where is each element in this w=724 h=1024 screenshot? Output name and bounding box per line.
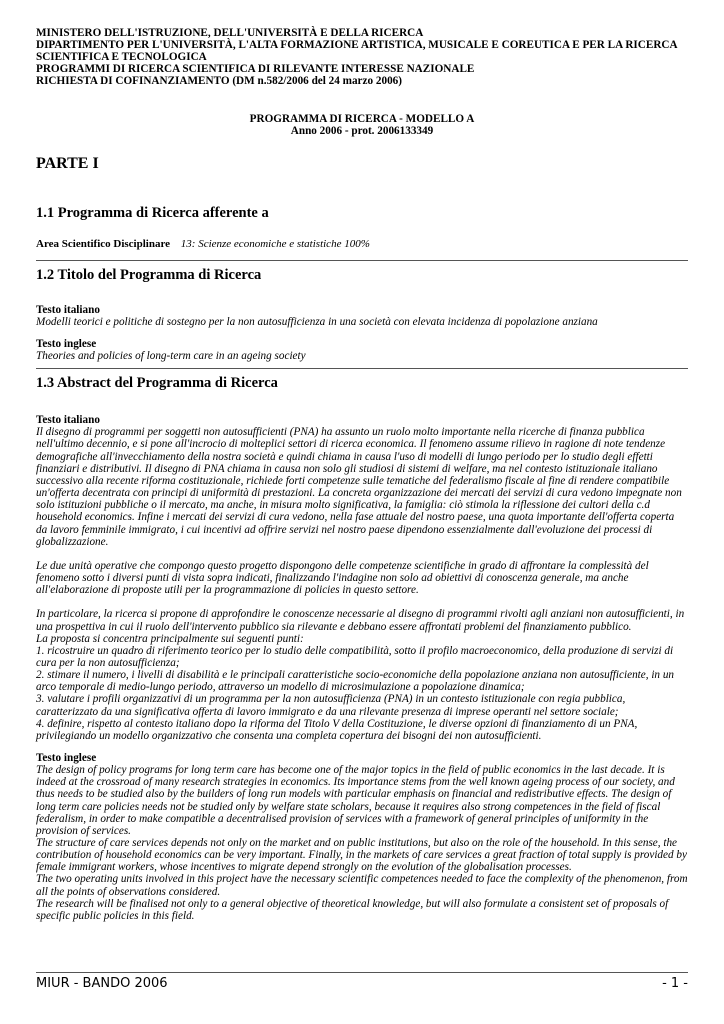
abstract-english — [36, 752, 688, 922]
abstract-it-list-item: 4. definire, rispetto al contesto italiano dopo la riforma del Titolo V della Costituzione, le diverse opzioni di finanziamento di un PNA, privilegiando un modello organizzativo che consenta una completa copertura dei bisogni dei non autosufficienti. — [36, 717, 638, 742]
abstract-it-paragraph: La proposta si concentra principalmente sui seguenti punti: — [36, 632, 304, 645]
abstract-it-paragraph: In particolare, la ricerca si propone di approfondire le conoscenze necessarie al disegno di programmi rivolti agli anziani non autosufficienti, in una prospettiva in cui il ruolo dell'intervento pubblico sia rilevante e debbano essere affrontati problemi del finanziamento pubblico. — [36, 608, 685, 633]
page-footer — [36, 972, 688, 991]
header-programs: PROGRAMMI DI RICERCA SCIENTIFICA DI RILEVANTE INTERESSE NAZIONALE — [36, 63, 475, 75]
section-1-2-title: 1.2 Titolo del Programma di Ricerca — [36, 267, 262, 283]
divider — [36, 260, 688, 261]
abstract-it-paragraph: Il disegno di programmi per soggetti non autosufficienti (PNA) ha assunto un ruolo molto importante nella ricerche di finanza pubblica nell'ultimo decennio, e si pone all'incrocio di molteplici settori di ricerca economica. Il fenomeno assume rilievo in ragione di note tendenze demografiche all'invecchiamento della nostra società e quindi chiama in causa l'uso di modelli di lungo periodo per lo studio degli effetti finanziari e distributivi. Il disegno di PNA chiama in causa non solo gli studiosi di sistemi di welfare, ma nel contesto istituzionale italiano successivo alla recente riforma costituzionale, richiede forti competenze sulle tematiche del federalismo fiscale al fine di rendere compatibile un'offerta decentrata con principi di uniformità di prestazioni. La concreta organizzazione dei mercati dei servizi di cura vedono impegnate non solo istituzioni pubbliche o il mercato, ma anche, in misura molto significativa, la famiglia: ciò stimola la riflessione dei cultori della c.d household economics. Infine i mercati dei servizi di cura vedono, nella fase attuale del nostro paese, una quota importante dell'offerta coperta da lavoro femminile immigrato, i cui incentivi ad offrire servizi nel nostro paese dipendono essenzialmente dall'evoluzione dei processi di globalizzazione. — [36, 426, 682, 548]
area-value: 13: Scienze economiche e statistiche 100% — [180, 238, 370, 250]
title-english — [36, 338, 688, 362]
abstract-english-label: Testo inglese — [36, 752, 97, 765]
abstract-en-paragraph: The research will be finalised not only to a general objective of theoretical knowledge, but will also formulate a consistent set of proposals of specific public policies in this field. — [36, 897, 669, 922]
title-italian-text: Modelli teorici e politiche di sostegno per la non autosufficienza in una società con elevata incidenza di popolazione anziana — [36, 316, 598, 328]
divider — [36, 368, 688, 369]
abstract-it-list-item: 3. valutare i profili organizzativi di un programma per la non autosufficienza (PNA) in un contesto istituzionale con regia pubblica, caratterizzato da una significativa offerta di lavoro immigrato e da una rilevante presenza di imprese operanti nel settore sociale; — [36, 693, 626, 718]
title-english-label: Testo inglese — [36, 338, 97, 351]
part-title: PARTE I — [36, 155, 99, 172]
title-english-text: Theories and policies of long-term care in an ageing society — [36, 350, 306, 363]
abstract-italian-label: Testo italiano — [36, 414, 100, 427]
area-row — [36, 238, 688, 250]
abstract-en-paragraph: The structure of care services depends not only on the market and on public institutions, but also on the role of the household. In this sense, the contribution of household economics can be very important. Finally, in the markets of care services a great fraction of total supply is provided by female immigrant workers, whose incentives to migrate depend strongly on the evolution of the globalisation processes. — [36, 837, 687, 874]
document-page — [36, 27, 688, 922]
title-italian-label: Testo italiano — [36, 304, 100, 316]
program-heading — [36, 113, 688, 137]
area-label: Area Scientifico Disciplinare — [36, 238, 171, 250]
program-year-protocol: Anno 2006 - prot. 2006133349 — [290, 125, 434, 137]
section-1-3-title: 1.3 Abstract del Programma di Ricerca — [36, 375, 278, 392]
abstract-it-paragraph: Le due unità operative che compongo questo progetto dispongono delle competenze scientifiche in grado di affrontare la complessità del fenomeno sotto i diversi punti di vista sopra indicati, finalizzando l'indagine non solo ad obiettivi di conoscenza generale, ma anche all'elaborazione di proposte utili per la programmazione di policies in questo settore. — [36, 559, 649, 597]
header-block — [36, 27, 688, 87]
footer-label: MIUR - BANDO 2006 — [36, 976, 168, 991]
abstract-en-paragraph: The design of policy programs for long term care has become one of the major topics in the field of public economics in the last decade. It is indeed at the crossroad of many research strategies in economics. Its importance stems from the well known ageing process of our society, and thus needs to be studied also by the builders of long run models with particular emphasis on financial and redistributive effects. The design of long term care policies needs not be studied only by welfare state scholars, because it requires also strong competences in the field of fiscal federalism, in order to make compatible a decentralised provision of services with a framework of general principles of uniformity in the provision of services. — [36, 764, 675, 837]
title-italian — [36, 304, 688, 328]
abstract-en-paragraph: The two operating units involved in this project have the necessary scientific competences needed to face the complexity of the phenomenon, from all the points of observations considered. — [36, 873, 688, 898]
header-request: RICHIESTA DI COFINANZIAMENTO (DM n.582/2006 del 24 marzo 2006) — [36, 75, 402, 87]
abstract-it-list-item: 1. ricostruire un quadro di riferimento teorico per lo studio delle compatibilità, sotto il profilo macroeconomico, della produzione di servizi di cura per la non autosufficienza; — [36, 644, 674, 669]
abstract-italian — [36, 414, 688, 742]
header-ministry: MINISTERO DELL'ISTRUZIONE, DELL'UNIVERSITÀ E DELLA RICERCA — [36, 27, 424, 39]
header-department: DIPARTIMENTO PER L'UNIVERSITÀ, L'ALTA FORMAZIONE ARTISTICA, MUSICALE E COREUTICA E PER LA RICERCA SCIENTIFICA E TECNOLOGICA — [36, 39, 677, 63]
section-1-1-title: 1.1 Programma di Ricerca afferente a — [36, 205, 269, 221]
program-model: PROGRAMMA DI RICERCA - MODELLO A — [249, 113, 475, 125]
abstract-it-list-item: 2. stimare il numero, i livelli di disabilità e le principali caratteristiche socio-economiche della popolazione anziana non autosufficiente, in un arco temporale di medio-lungo periodo, attraverso un modello di microsimulazione a popolazione dinamica; — [36, 669, 675, 694]
page-number: - 1 - — [662, 976, 688, 991]
